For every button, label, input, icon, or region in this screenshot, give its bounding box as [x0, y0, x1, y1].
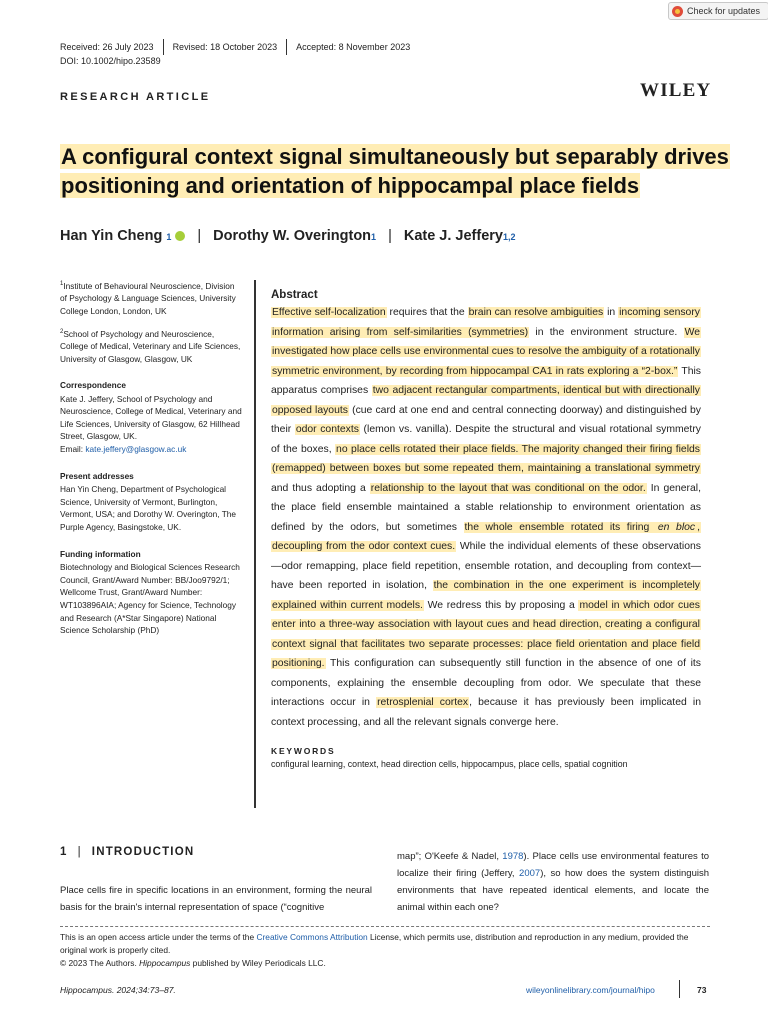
email-label: Email: [60, 444, 84, 455]
author-affiliation: 1 [371, 232, 377, 242]
article-title [60, 142, 740, 200]
article-dates [60, 39, 419, 55]
abstract-segment: This configuration can subsequently still function in the absence of one of its components, explaining the ensemble decoupling from odor. We speculate that these interactions occur in [271, 658, 701, 708]
copyright-part: published by Wiley Periodicals LLC. [190, 958, 326, 968]
copyright-text [60, 957, 710, 970]
highlighted-text: no place cells rotated their place fields. The majority changed their firing fields (remapped) between boxes but some repeated them, maintaining a translational symmetry [272, 443, 700, 474]
highlighted-text: model in which odor cues enter into a three-way association with layout cues and head direction, creating a configural context signal that facilitates two separate processes: place field orientation and place field positioning. [272, 599, 700, 669]
received-date: Received: 26 July 2023 [60, 42, 154, 52]
highlighted-text: incoming sensory information arising from self-similarities (symmetries) [272, 307, 700, 338]
affiliation-text: Institute of Behavioural Neuroscience, Division of Psychology & Language Sciences, University College London, London, UK [60, 280, 236, 316]
abstract-segment: in the environment structure. [529, 326, 684, 338]
author-affiliation: 1,2 [502, 232, 516, 242]
license-link[interactable]: Creative Commons Attribution [256, 932, 368, 942]
keywords-text: configural learning, context, head direction cells, hippocampus, place cells, spatial cognition [271, 759, 628, 769]
abstract [271, 289, 701, 769]
email-link[interactable]: kate.jeffery@glasgow.ac.uk [85, 444, 187, 455]
affiliation-number: 1 [60, 281, 64, 287]
author-name[interactable]: Kate J. Jeffery [403, 228, 503, 244]
abstract-text [271, 303, 701, 732]
highlighted-text: en bloc [657, 521, 696, 533]
author-affiliation: 1 [166, 232, 172, 242]
intro-column-left: Place cells fire in specific locations in an environment, forming the neural basis for the brain's internal representation of space (“cognitive [60, 885, 372, 913]
license-part: License, which permits use, distribution and reproduction in any medium, provided the original work is properly cited. [60, 932, 689, 955]
abstract-segment: (cue card at one end and central connecting doorway) and distinguished by their [271, 404, 701, 435]
section-title: INTRODUCTION [91, 846, 195, 858]
body-text: ). Place cells use environmental features to localize their firing (Jeffery, [397, 851, 709, 879]
author-name[interactable]: Han Yin Cheng [60, 228, 163, 244]
affiliation-text: School of Psychology and Neuroscience, College of Medical, Veterinary and Life Sciences, University of Glasgow, Glasgow, UK [60, 328, 241, 364]
section-label: RESEARCH ARTICLE [60, 91, 211, 103]
section-separator: | [77, 846, 82, 858]
section-number: 1 [60, 846, 68, 858]
highlighted-text: brain can resolve ambiguities [468, 307, 604, 318]
author-list [60, 228, 516, 244]
highlighted-text: two adjacent rectangular compartments, identical but with directionally opposed layouts [272, 385, 700, 416]
funding-text: Biotechnology and Biological Sciences Research Council, Grant/Award Number: BB/Joo9792/1; Wellcome Trust, Grant/Award Number: WT103896AIA; Agency for Science, Technology and Research (A*Star Singapore) National Science Scholarship (PhD) [60, 562, 240, 636]
revised-date: Revised: 18 October 2023 [172, 42, 278, 52]
license-notice [60, 931, 710, 970]
highlighted-text: the whole ensemble rotated its firing [464, 521, 656, 533]
abstract-segment: In general, the place field ensemble maintained a stable relationship to environment orientation as defined by the odors, but sometimes [271, 482, 701, 533]
article-info-sidebar [60, 278, 242, 645]
footer-journal-link[interactable]: wileyonlinelibrary.com/journal/hipo [526, 985, 655, 995]
abstract-segment: We redress this by proposing a [423, 599, 579, 611]
affiliation [60, 326, 242, 366]
funding-heading: Funding information [60, 548, 141, 559]
highlighted-text: , decoupling from the odor context cues. [272, 521, 700, 552]
introduction-heading [60, 846, 194, 858]
author-name[interactable]: Dorothy W. Overington [213, 228, 372, 244]
license-text [60, 931, 710, 957]
journal-name: Hippocampus [139, 958, 191, 968]
highlighted-text: Effective self-localization [272, 307, 386, 318]
page-number: 73 [697, 985, 707, 995]
citation-link[interactable]: 1978 [502, 851, 524, 862]
title-text: A configural context signal simultaneously but separably drives positioning and orientation of hippocampal place fields [61, 144, 729, 198]
copyright-part: © 2023 The Authors. [60, 958, 140, 968]
citation-link[interactable]: 2007 [519, 868, 541, 879]
publisher-logo: WILEY [640, 80, 712, 101]
author-separator: | [388, 228, 392, 244]
correspondence-heading: Correspondence [60, 380, 126, 391]
footer-citation [60, 985, 176, 995]
abstract-segment: , because it has previously been implicated in context processing, and all the relevant signals converge here. [271, 697, 701, 728]
abstract-segment: While the individual elements of these observations—odor remapping, place field repetition, ensemble rotation, and decoupling from context—have been reported in isolation, [271, 541, 701, 591]
check-for-updates-label: Check for updates [687, 6, 761, 16]
highlighted-text: odor contexts [295, 424, 359, 435]
intro-column-right [397, 848, 709, 916]
abstract-segment: and thus adopting a [271, 482, 370, 494]
affiliation [60, 278, 242, 318]
highlighted-text: retrosplenial cortex [377, 697, 469, 708]
present-addresses-heading: Present addresses [60, 470, 134, 481]
correspondence [60, 393, 242, 456]
crossmark-icon [672, 6, 683, 17]
citation-text: Hippocampus. 2024;34:73–87. [60, 985, 176, 995]
highlighted-text: We investigated how place cells use environmental cues to resolve the ambiguity of a rotationally symmetric environment, by recording from hippocampal CA1 in rats exploring a “2-box.” [272, 326, 700, 377]
abstract-rule [254, 280, 256, 808]
present-addresses-text: Han Yin Cheng, Department of Psychological Science, University of Vermont, Burlington, Vermont, USA; and Dorothy W. Overington, The Purple Agency, Basingstoke, UK. [60, 484, 237, 533]
keywords-heading: KEYWORDS [271, 746, 336, 756]
body-text: ), so how does the system distinguish environments that have repeated identical elements, and locate the animal within each one? [397, 868, 710, 913]
body-text: map”; O'Keefe & Nadel, [397, 851, 503, 862]
abstract-heading: Abstract [271, 289, 318, 301]
highlighted-text: the combination in the one experiment is incompletely explained within current models. [272, 580, 700, 611]
author-separator: | [197, 228, 202, 244]
accepted-date: Accepted: 8 November 2023 [296, 42, 411, 52]
correspondence-text: Kate J. Jeffery, School of Psychology and Neuroscience, College of Medical, Veterinary and Life Sciences, University of Glasgow, 62 Hillhead Street, Glasgow, UK. [60, 393, 242, 442]
footnote-divider [60, 926, 710, 927]
doi[interactable]: DOI: 10.1002/hipo.23589 [60, 56, 161, 66]
orcid-icon[interactable] [175, 231, 185, 241]
abstract-segment: This apparatus comprises [271, 365, 701, 396]
abstract-segment: in [604, 307, 619, 318]
check-for-updates-button[interactable] [668, 2, 768, 20]
abstract-segment: requires that the [386, 307, 468, 318]
license-part: This is an open access article under the terms of the [60, 932, 257, 942]
highlighted-text: relationship to the layout that was conditional on the odor. [370, 482, 646, 494]
footer-divider [679, 980, 680, 998]
abstract-segment: (lemon vs. vanilla). Despite the structural and visual rotational symmetry of the boxes, [271, 424, 701, 455]
affiliation-number: 2 [60, 328, 64, 335]
